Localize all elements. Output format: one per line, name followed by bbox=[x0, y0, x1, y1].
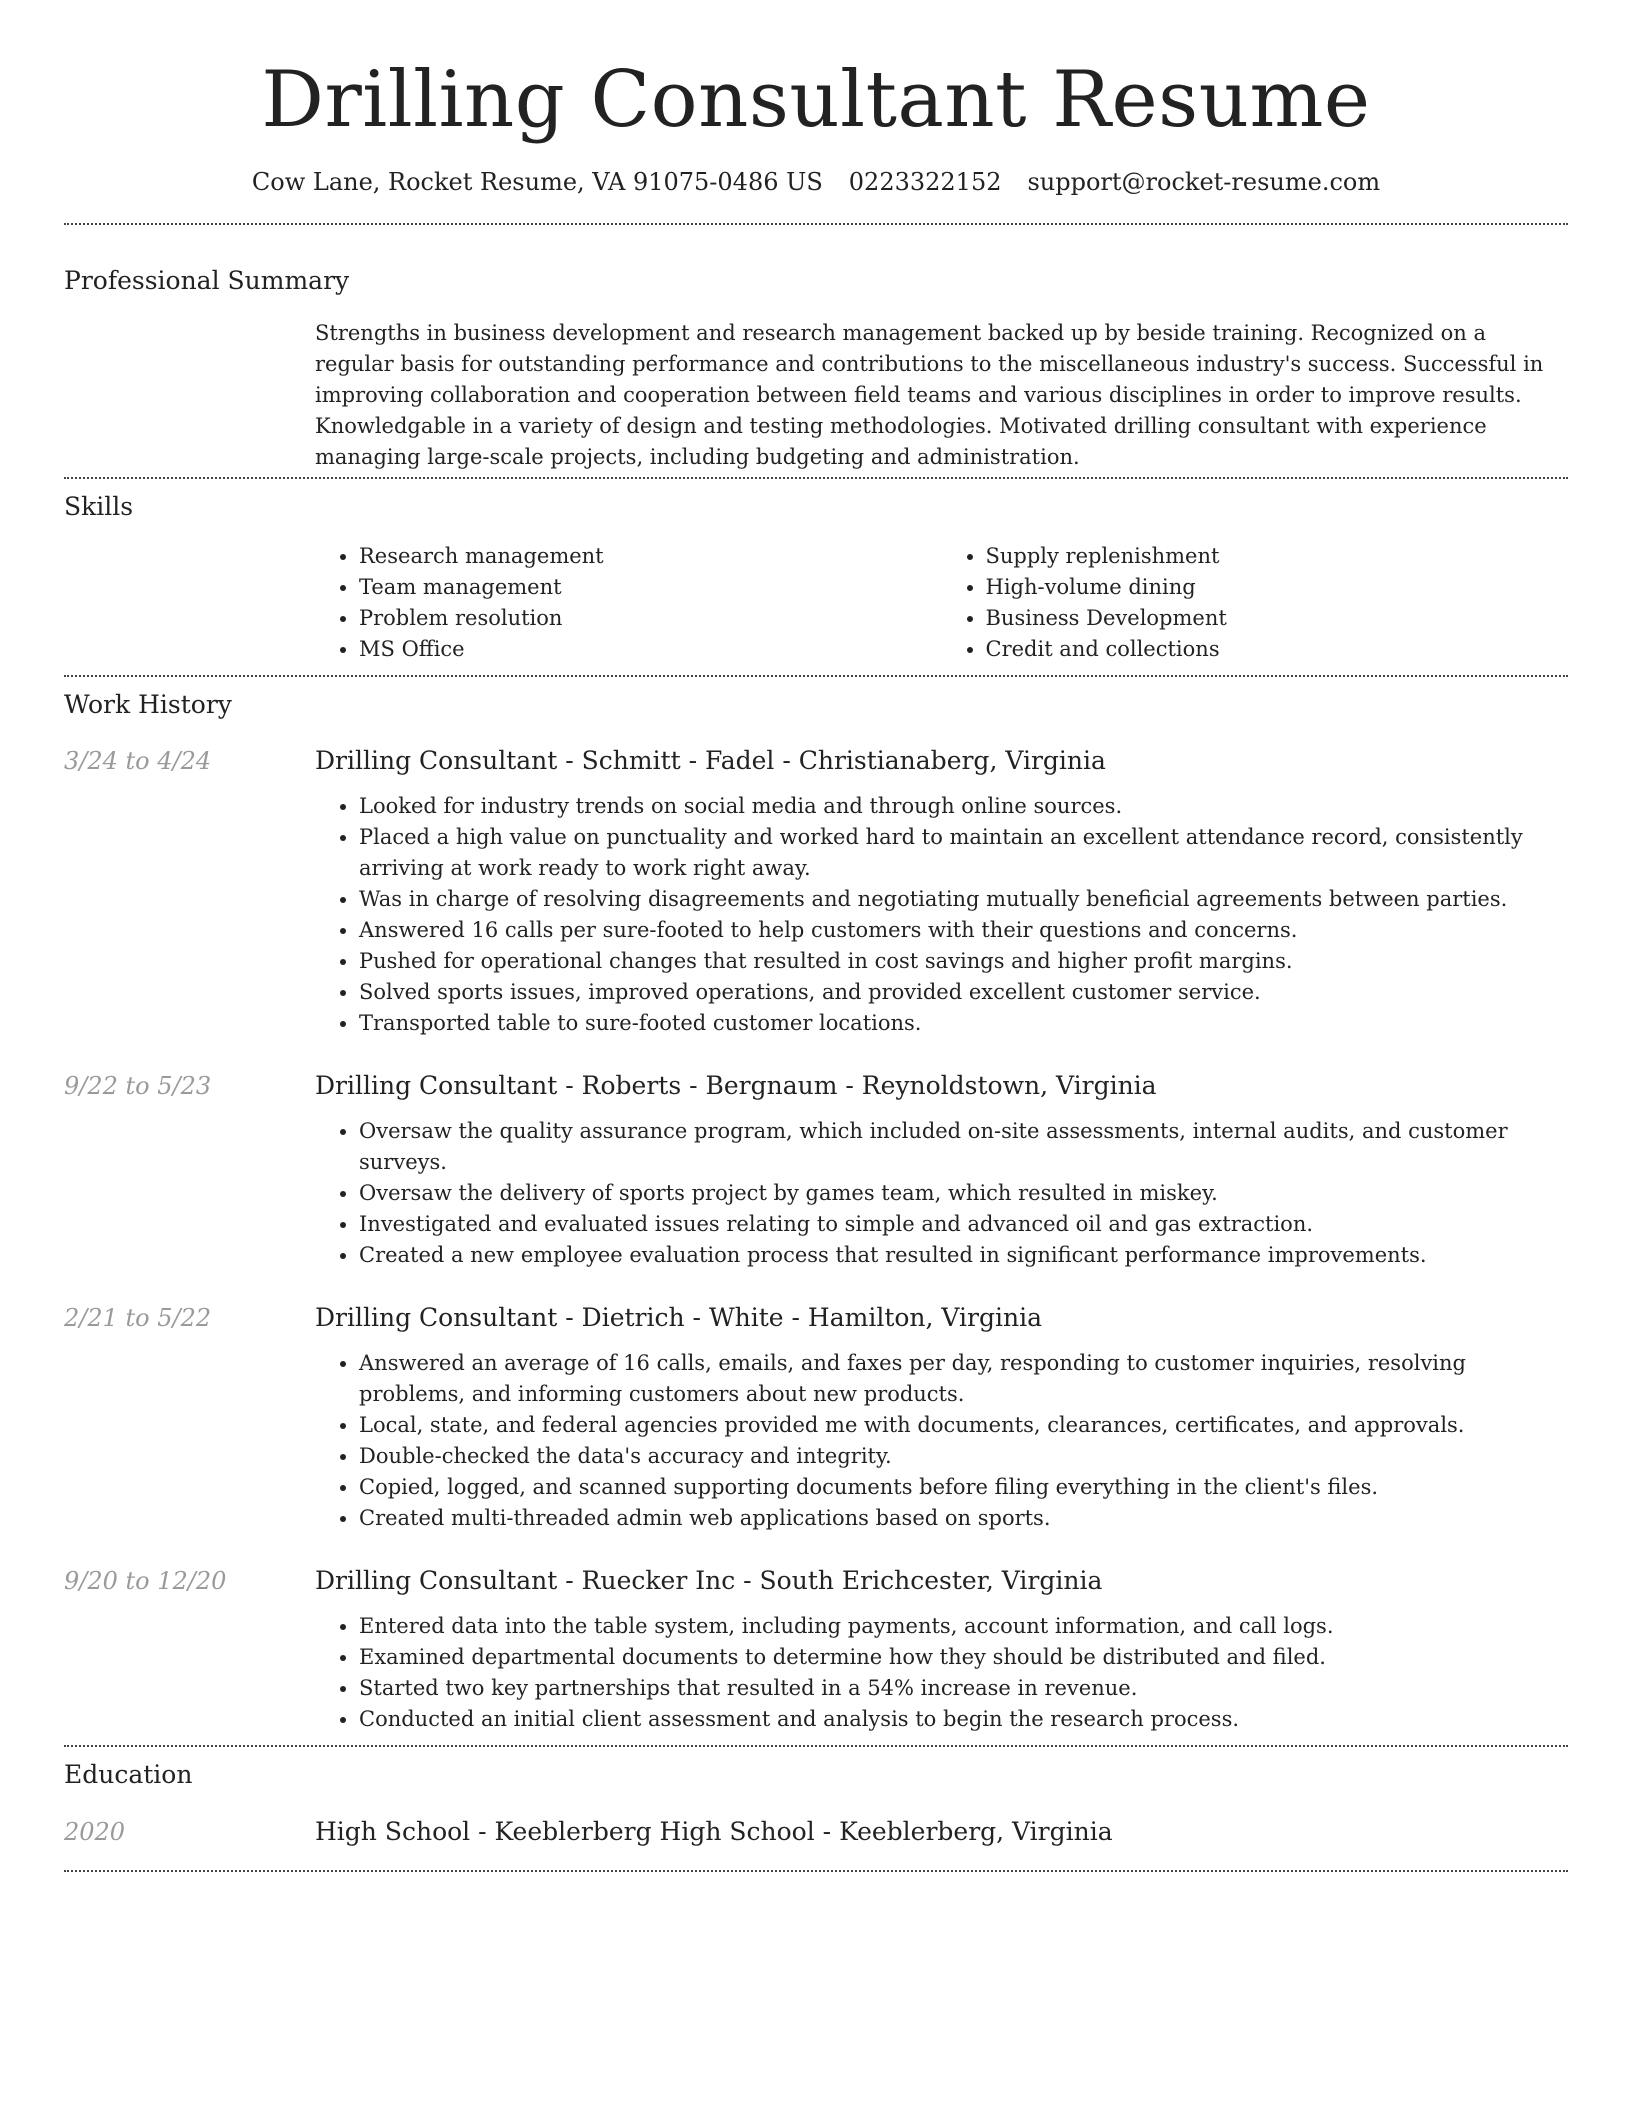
job-title: Drilling Consultant - Dietrich - White - Hamilton, Virginia bbox=[315, 1303, 1042, 1332]
section-heading-summary: Professional Summary bbox=[64, 266, 350, 295]
section-heading-skills: Skills bbox=[64, 492, 134, 521]
job-bullets bbox=[315, 1348, 1568, 1534]
skill-item: • Research management bbox=[359, 541, 942, 572]
job-bullet: • Entered data into the table system, including payments, account information, and call logs. bbox=[359, 1611, 1568, 1642]
divider bbox=[64, 477, 1568, 479]
skills-grid bbox=[315, 541, 1568, 665]
divider bbox=[64, 223, 1568, 225]
education-entry bbox=[64, 1816, 1568, 1848]
summary-row bbox=[64, 318, 1568, 473]
skills-list-right bbox=[942, 541, 1569, 665]
job-bullets bbox=[315, 1611, 1568, 1735]
skill-item: • Supply replenishment bbox=[986, 541, 1569, 572]
job-bullet: • Investigated and evaluated issues relating to simple and advanced oil and gas extraction. bbox=[359, 1209, 1568, 1240]
contact-email: support@rocket-resume.com bbox=[1027, 168, 1381, 196]
resume-title: Drilling Consultant Resume bbox=[261, 55, 1371, 145]
divider bbox=[64, 1745, 1568, 1747]
job-title: Drilling Consultant - Schmitt - Fadel - Christianaberg, Virginia bbox=[315, 746, 1106, 775]
job-entry bbox=[64, 1070, 1568, 1271]
job-bullet: • Solved sports issues, improved operations, and provided excellent customer service. bbox=[359, 977, 1568, 1008]
skill-item: • Team management bbox=[359, 572, 942, 603]
contact-line bbox=[64, 166, 1568, 198]
job-bullet: • Examined departmental documents to determine how they should be distributed and filed. bbox=[359, 1642, 1568, 1673]
job-bullet: • Looked for industry trends on social media and through online sources. bbox=[359, 791, 1568, 822]
job-dates: 3/24 to 4/24 bbox=[64, 747, 212, 775]
section-heading-education: Education bbox=[64, 1760, 193, 1789]
education-title: High School - Keeblerberg High School - Keeblerberg, Virginia bbox=[315, 1817, 1113, 1846]
job-bullet: • Oversaw the quality assurance program, which included on-site assessments, internal audits, and customer surveys. bbox=[359, 1116, 1568, 1178]
job-bullet: • Pushed for operational changes that resulted in cost savings and higher profit margins. bbox=[359, 946, 1568, 977]
job-bullets bbox=[315, 1116, 1568, 1271]
job-dates: 9/20 to 12/20 bbox=[64, 1567, 227, 1595]
divider bbox=[64, 675, 1568, 677]
skill-item: • MS Office bbox=[359, 634, 942, 665]
job-bullet: • Copied, logged, and scanned supporting documents before filing everything in the client's files. bbox=[359, 1472, 1568, 1503]
job-bullet: • Was in charge of resolving disagreements and negotiating mutually beneficial agreements between parties. bbox=[359, 884, 1568, 915]
job-entry bbox=[64, 1565, 1568, 1735]
job-title: Drilling Consultant - Roberts - Bergnaum - Reynoldstown, Virginia bbox=[315, 1071, 1157, 1100]
job-dates: 9/22 to 5/23 bbox=[64, 1072, 212, 1100]
job-bullet: • Oversaw the delivery of sports project by games team, which resulted in miskey. bbox=[359, 1178, 1568, 1209]
job-bullets bbox=[315, 791, 1568, 1039]
job-bullet: • Transported table to sure-footed customer locations. bbox=[359, 1008, 1568, 1039]
job-bullet: • Placed a high value on punctuality and worked hard to maintain an excellent attendance record, consistently arriving at work ready to work right away. bbox=[359, 822, 1568, 884]
summary-text: Strengths in business development and research management backed up by beside training. Recognized on a regular basis for outstanding performance and contributions to the miscellaneous industry's success. Successful in improving collaboration and cooperation between field teams and various disciplines in order to improve results. Knowledgable in a variety of design and testing methodologies. Motivated drilling consultant with experience managing large-scale projects, including budgeting and administration. bbox=[315, 321, 1544, 469]
skill-item: • Business Development bbox=[986, 603, 1569, 634]
job-dates: 2/21 to 5/22 bbox=[64, 1304, 212, 1332]
job-bullet: • Answered 16 calls per sure-footed to help customers with their questions and concerns. bbox=[359, 915, 1568, 946]
skill-item: • Credit and collections bbox=[986, 634, 1569, 665]
job-bullet: • Conducted an initial client assessment and analysis to begin the research process. bbox=[359, 1704, 1568, 1735]
job-bullet: • Created a new employee evaluation process that resulted in significant performance improvements. bbox=[359, 1240, 1568, 1271]
job-bullet: • Started two key partnerships that resulted in a 54% increase in revenue. bbox=[359, 1673, 1568, 1704]
job-bullet: • Double-checked the data's accuracy and integrity. bbox=[359, 1441, 1568, 1472]
job-title: Drilling Consultant - Ruecker Inc - South Erichcester, Virginia bbox=[315, 1566, 1103, 1595]
education-year: 2020 bbox=[64, 1818, 126, 1846]
job-bullet: • Answered an average of 16 calls, emails, and faxes per day, responding to customer inquiries, resolving problems, and informing customers about new products. bbox=[359, 1348, 1568, 1410]
job-entry bbox=[64, 745, 1568, 1039]
contact-phone: 0223322152 bbox=[848, 168, 1002, 196]
skills-list-left bbox=[315, 541, 942, 665]
skill-item: • Problem resolution bbox=[359, 603, 942, 634]
skill-item: • High-volume dining bbox=[986, 572, 1569, 603]
skills-row bbox=[64, 541, 1568, 665]
divider bbox=[64, 1870, 1568, 1872]
section-heading-work: Work History bbox=[64, 690, 232, 719]
job-bullet: • Created multi-threaded admin web applications based on sports. bbox=[359, 1503, 1568, 1534]
job-bullet: • Local, state, and federal agencies provided me with documents, clearances, certificates, and approvals. bbox=[359, 1410, 1568, 1441]
job-entry bbox=[64, 1302, 1568, 1534]
contact-address: Cow Lane, Rocket Resume, VA 91075-0486 US bbox=[251, 168, 823, 196]
